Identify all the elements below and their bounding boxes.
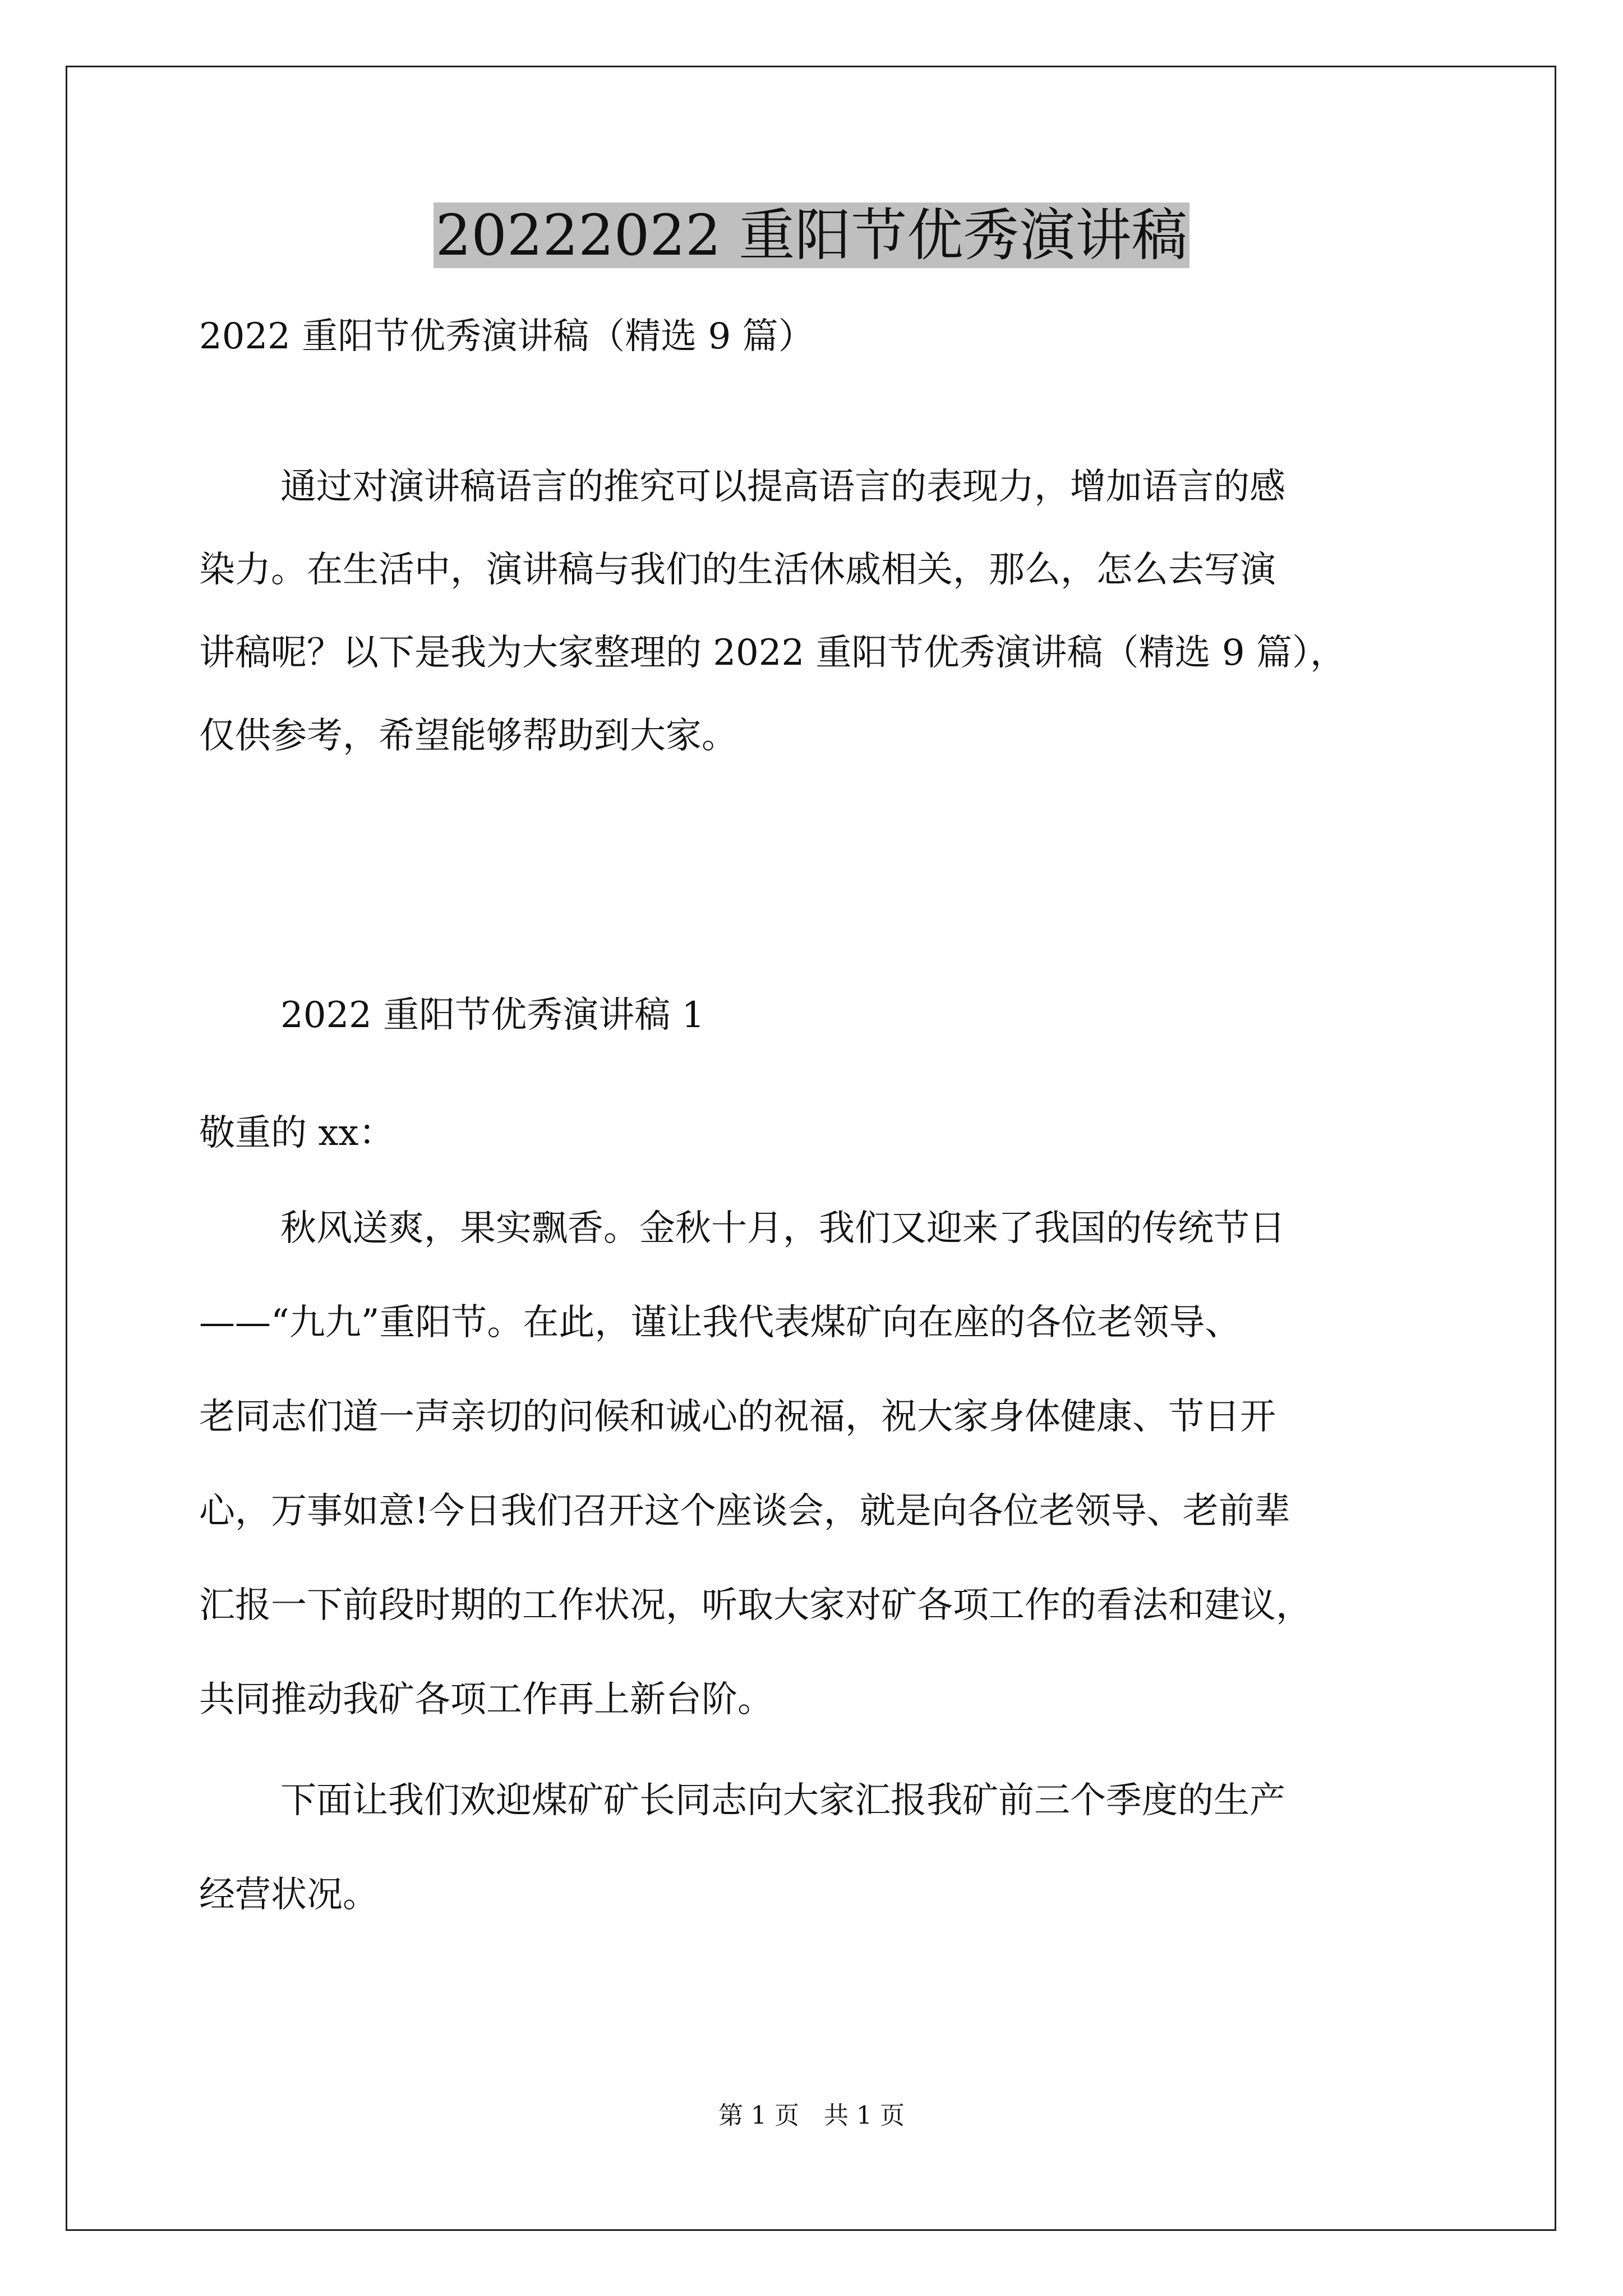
body-line-8: 经营状况。 — [199, 1874, 379, 1916]
body-line-7: 下面让我们欢迎煤矿矿长同志向大家汇报我矿前三个季度的生产 — [280, 1780, 1285, 1821]
body-line-2: ——“九九”重阳节。在此，谨让我代表煤矿向在座的各位老领导、 — [199, 1302, 1241, 1343]
body-line-5: 汇报一下前段时期的工作状况，听取大家对矿各项工作的看法和建议， — [199, 1585, 1312, 1626]
body-line-6: 共同推动我矿各项工作再上新台阶。 — [199, 1679, 773, 1720]
salutation: 敬重的 xx： — [199, 1112, 395, 1154]
document-title-text: 20222022 重阳节优秀演讲稿 — [434, 203, 1190, 268]
intro-line-1: 通过对演讲稿语言的推究可以提高语言的表现力，增加语言的感 — [280, 466, 1285, 508]
body-line-1: 秋风送爽，果实飘香。金秋十月，我们又迎来了我国的传统节日 — [280, 1208, 1285, 1249]
body-line-4: 心，万事如意!今日我们召开这个座谈会，就是向各位老领导、老前辈 — [199, 1490, 1290, 1532]
intro-line-3: 讲稿呢？以下是我为大家整理的 2022 重阳节优秀演讲稿（精选 9 篇）， — [199, 632, 1346, 674]
section-heading: 2022 重阳节优秀演讲稿 1 — [280, 995, 705, 1036]
page-footer: 第 1 页 共 1 页 — [718, 2101, 905, 2130]
body-line-3: 老同志们道一声亲切的问候和诚心的祝福，祝大家身体健康、节日开 — [199, 1396, 1276, 1438]
document-title — [0, 199, 1623, 272]
intro-line-4: 仅供参考，希望能够帮助到大家。 — [199, 715, 737, 757]
intro-line-2: 染力。在生活中，演讲稿与我们的生活休戚相关，那么，怎么去写演 — [199, 549, 1276, 591]
document-subtitle: 2022 重阳节优秀演讲稿（精选 9 篇） — [199, 316, 814, 357]
